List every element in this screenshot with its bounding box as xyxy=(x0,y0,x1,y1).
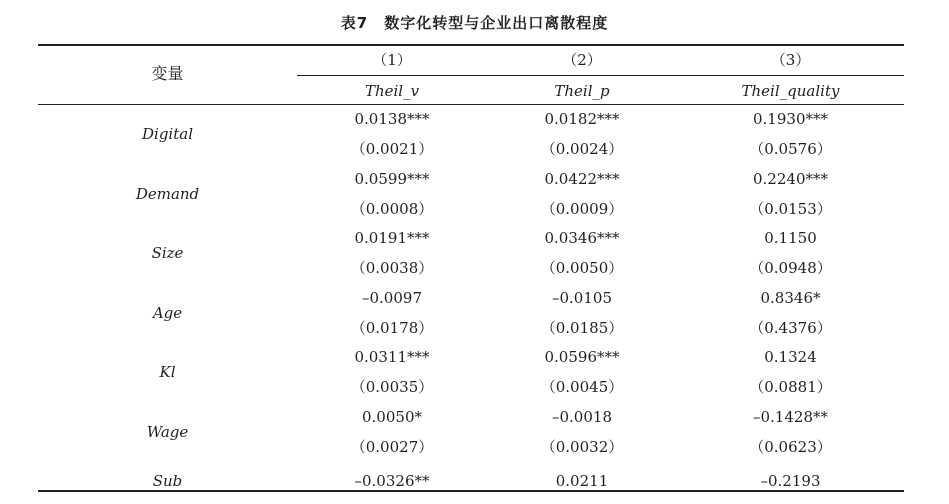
coefficient-cell: 0.1324 xyxy=(764,348,817,366)
coefficient-cell: 0.0596*** xyxy=(544,348,620,366)
coefficient-cell: 0.0050* xyxy=(362,408,422,426)
coefficient-cell: 0.0311*** xyxy=(354,348,430,366)
coefficient-cell: –0.0097 xyxy=(362,289,422,307)
standard-error-cell: （0.0178） xyxy=(350,319,434,337)
standard-error-cell: （0.0153） xyxy=(749,200,832,218)
variable-column-header: 变量 xyxy=(151,64,184,83)
coefficient-cell: –0.0326** xyxy=(354,472,430,490)
top-rule xyxy=(38,44,904,46)
standard-error-cell: （0.4376） xyxy=(749,319,832,337)
coefficient-cell: –0.1428** xyxy=(753,408,828,426)
standard-error-cell: （0.0027） xyxy=(350,438,434,456)
coefficient-cell: 0.8346* xyxy=(760,289,821,307)
column-number-1: （1） xyxy=(372,51,412,69)
variable-name: Age xyxy=(152,304,183,322)
variable-name: Digital xyxy=(142,125,193,143)
coefficient-cell: –0.0105 xyxy=(552,289,612,307)
variable-name: Kl xyxy=(159,363,176,381)
standard-error-cell: （0.0948） xyxy=(749,259,832,277)
variable-name: Size xyxy=(151,244,184,262)
coefficient-cell: –0.2193 xyxy=(760,472,821,490)
table-caption: 表7 数字化转型与企业出口离散程度 xyxy=(340,14,609,32)
column-number-2: （2） xyxy=(562,51,602,69)
coefficient-cell: 0.0138*** xyxy=(354,110,430,128)
standard-error-cell: （0.0024） xyxy=(540,140,624,158)
standard-error-cell: （0.0185） xyxy=(540,319,624,337)
coefficient-cell: 0.0211 xyxy=(555,472,609,490)
coefficient-cell: 0.2240*** xyxy=(753,170,828,188)
dependent-variable-1: Theil_v xyxy=(364,82,420,100)
standard-error-cell: （0.0021） xyxy=(350,140,434,158)
coefficient-cell: –0.0018 xyxy=(552,408,612,426)
standard-error-cell: （0.0008） xyxy=(350,200,434,218)
standard-error-cell: （0.0045） xyxy=(540,378,624,396)
standard-error-cell: （0.0881） xyxy=(749,378,832,396)
dependent-variable-3: Theil_quality xyxy=(741,82,840,100)
variable-name: Sub xyxy=(152,472,183,490)
coefficient-cell: 0.0191*** xyxy=(354,229,430,247)
standard-error-cell: （0.0038） xyxy=(350,259,434,277)
standard-error-cell: （0.0576） xyxy=(749,140,832,158)
standard-error-cell: （0.0623） xyxy=(749,438,832,456)
coefficient-cell: 0.0346*** xyxy=(544,229,620,247)
coefficient-cell: 0.1150 xyxy=(764,229,817,247)
standard-error-cell: （0.0035） xyxy=(350,378,434,396)
coefficient-cell: 0.0182*** xyxy=(544,110,620,128)
standard-error-cell: （0.0032） xyxy=(540,438,624,456)
variable-name: Wage xyxy=(146,423,189,441)
coefficient-cell: 0.1930*** xyxy=(753,110,828,128)
standard-error-cell: （0.0009） xyxy=(540,200,624,218)
column-number-3: （3） xyxy=(770,51,811,69)
standard-error-cell: （0.0050） xyxy=(540,259,624,277)
dependent-variable-2: Theil_p xyxy=(554,82,610,100)
column-header-rule xyxy=(297,75,904,76)
coefficient-cell: 0.0599*** xyxy=(354,170,430,188)
variable-name: Demand xyxy=(135,185,200,203)
coefficient-cell: 0.0422*** xyxy=(544,170,620,188)
header-bottom-rule xyxy=(38,104,904,105)
